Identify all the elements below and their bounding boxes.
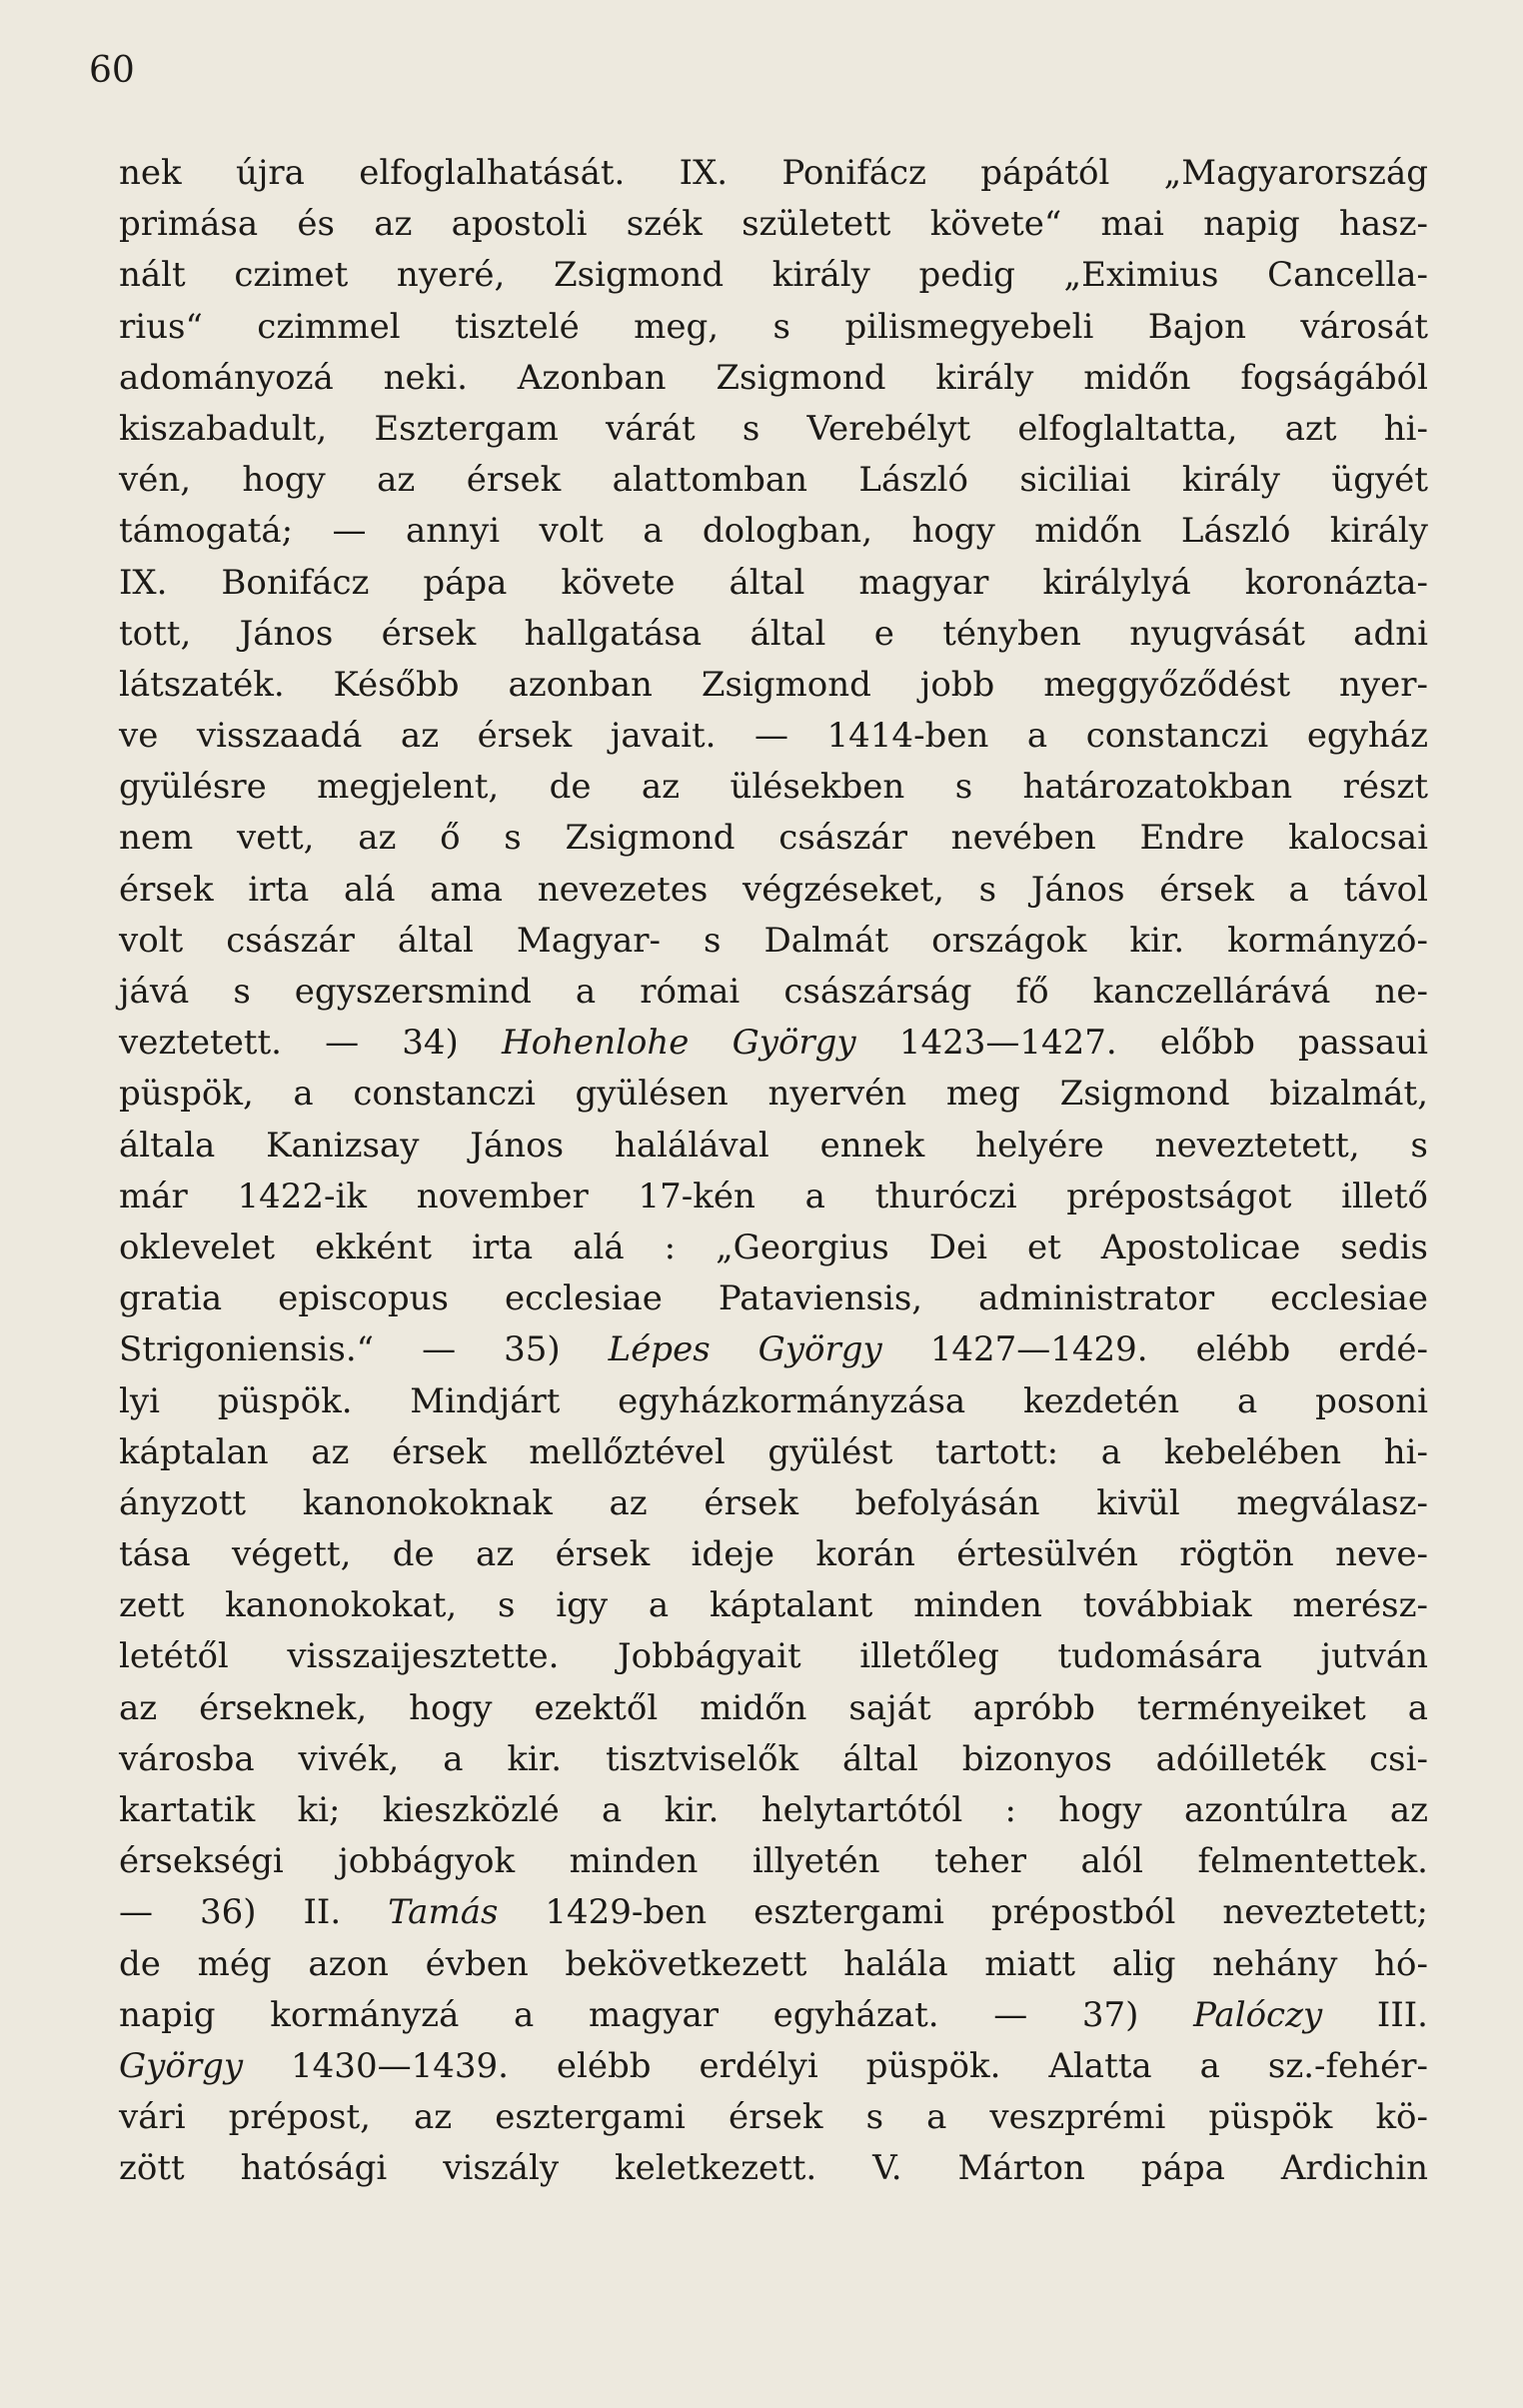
text-line xyxy=(119,711,1428,762)
text-line xyxy=(119,1580,1428,1631)
text-line xyxy=(119,967,1428,1018)
text-segment: vári prépost, az esztergami érsek s a veszprémi püspök kö- xyxy=(119,2097,1428,2138)
text-line xyxy=(119,1990,1428,2041)
text-line xyxy=(119,1478,1428,1529)
text-line xyxy=(119,1631,1428,1682)
text-line xyxy=(119,302,1428,353)
text-segment: nek újra elfoglalhatását. IX. Ponifácz pápától „Magyarország xyxy=(119,153,1428,193)
text-segment: zött hatósági viszály keletkezett. V. Márton pápa Ardichin xyxy=(119,2148,1428,2189)
text-segment: ányzott kanonokoknak az érsek befolyásán kivül megválasz- xyxy=(119,1482,1428,1523)
text-line xyxy=(119,813,1428,864)
text-line xyxy=(119,609,1428,660)
text-line xyxy=(119,2092,1428,2143)
text-segment: volt császár által Magyar- s Dalmát országok kir. kormányzó- xyxy=(119,920,1428,961)
person-name: Hohenlohe György xyxy=(502,1023,856,1064)
text-line xyxy=(119,2143,1428,2194)
text-segment: tása végett, de az érsek ideje korán értesülvén rögtön neve- xyxy=(119,1534,1428,1575)
text-segment: jává s egyszersmind a római császárság fő kanczellárává ne- xyxy=(119,972,1428,1012)
text-line xyxy=(119,916,1428,967)
text-line xyxy=(119,558,1428,609)
text-segment: támogatá; — annyi volt a dologban, hogy midőn László király xyxy=(119,511,1428,552)
text-segment: letétől visszaijesztette. Jobbágyait illetőleg tudomására jutván xyxy=(119,1636,1428,1677)
text-line xyxy=(119,1376,1428,1427)
text-segment: vén, hogy az érsek alattomban László siciliai király ügyét xyxy=(119,460,1428,501)
text-segment: adományozá neki. Azonban Zsigmond király midőn fogságából xyxy=(119,357,1428,398)
text-line xyxy=(119,1427,1428,1478)
text-segment: zett kanonokokat, s igy a káptalant minden továbbiak merész- xyxy=(119,1585,1428,1626)
text-segment: primása és az apostoli szék született követe“ mai napig hasz- xyxy=(119,204,1428,245)
text-segment: napig kormányzá a magyar egyházat. — 37) xyxy=(119,1994,1194,2035)
text-line xyxy=(119,1222,1428,1273)
text-segment: nem vett, az ő s Zsigmond császár nevében Endre kalocsai xyxy=(119,818,1428,859)
text-line xyxy=(119,199,1428,250)
text-line xyxy=(119,865,1428,916)
text-line xyxy=(119,404,1428,455)
body-text xyxy=(119,148,1428,2195)
text-line xyxy=(119,353,1428,404)
text-segment: 1429-ben esztergami prépostból neveztetett; xyxy=(498,1892,1429,1933)
text-line xyxy=(119,1683,1428,1734)
text-line xyxy=(119,1273,1428,1324)
text-line xyxy=(119,1887,1428,1938)
text-segment: 1423—1427. előbb passaui xyxy=(855,1023,1428,1064)
text-segment: IX. Bonifácz pápa követe által magyar királylyá koronázta- xyxy=(119,562,1428,603)
text-segment: ve visszaadá az érsek javait. — 1414-ben a constanczi egyház xyxy=(119,716,1428,757)
text-line xyxy=(119,762,1428,813)
text-line xyxy=(119,250,1428,301)
person-name: Palóczy xyxy=(1193,1994,1323,2035)
text-line xyxy=(119,1939,1428,1990)
text-segment: püspök, a constanczi gyülésen nyervén meg Zsigmond bizalmát, xyxy=(119,1074,1428,1115)
text-segment: tott, János érsek hallgatása által e tényben nyugvását adni xyxy=(119,613,1428,654)
text-segment: kiszabadult, Esztergam várát s Verebélyt elfoglaltatta, azt hi- xyxy=(119,408,1428,449)
text-segment: az érseknek, hogy ezektől midőn saját apróbb terményeiket a xyxy=(119,1687,1428,1728)
text-line xyxy=(119,1529,1428,1580)
text-line xyxy=(119,148,1428,199)
text-segment: 1427—1429. elébb erdé- xyxy=(881,1329,1428,1370)
person-name: Tamás xyxy=(388,1892,499,1933)
text-segment: oklevelet ekként irta alá : „Georgius Dei et Apostolicae sedis xyxy=(119,1226,1428,1267)
text-segment: érsek irta alá ama nevezetes végzéseket, s János érsek a távol xyxy=(119,869,1428,910)
person-name: György xyxy=(119,2045,244,2086)
text-segment: káptalan az érsek mellőztével gyülést tartott: a kebelében hi- xyxy=(119,1431,1428,1472)
page-number: 60 xyxy=(89,50,135,91)
text-line xyxy=(119,506,1428,557)
text-segment: érsekségi jobbágyok minden illyetén teher alól felmentettek. xyxy=(119,1841,1428,1882)
text-segment: lyi püspök. Mindjárt egyházkormányzása kezdetén a posoni xyxy=(119,1380,1428,1421)
text-line xyxy=(119,1324,1428,1375)
text-segment: általa Kanizsay János halálával ennek helyére neveztetett, s xyxy=(119,1125,1428,1166)
person-name: Lépes György xyxy=(608,1329,882,1370)
text-segment: rius“ czimmel tisztelé meg, s pilismegyebeli Bajon városát xyxy=(119,306,1428,347)
text-line xyxy=(119,1734,1428,1785)
text-line xyxy=(119,1069,1428,1120)
text-line xyxy=(119,660,1428,711)
text-segment: látszaték. Később azonban Zsigmond jobb meggyőződést nyer- xyxy=(119,664,1428,705)
text-line xyxy=(119,1836,1428,1887)
text-segment: nált czimet nyeré, Zsigmond király pedig „Eximius Cancella- xyxy=(119,255,1428,296)
text-line xyxy=(119,1121,1428,1172)
text-segment: már 1422-ik november 17-kén a thuróczi prépostságot illető xyxy=(119,1176,1428,1216)
text-line xyxy=(119,455,1428,506)
text-segment: III. xyxy=(1322,1994,1428,2035)
text-line xyxy=(119,2041,1428,2092)
text-segment: városba vivék, a kir. tisztviselők által bizonyos adóilleték csi- xyxy=(119,1738,1428,1779)
text-segment: — 36) II. xyxy=(119,1892,389,1933)
text-line xyxy=(119,1785,1428,1836)
text-segment: kartatik ki; kieszközlé a kir. helytartótól : hogy azontúlra az xyxy=(119,1790,1428,1830)
text-segment: gyülésre megjelent, de az ülésekben s határozatokban részt xyxy=(119,767,1428,808)
text-segment: veztetett. — 34) xyxy=(119,1023,502,1064)
text-segment: 1430—1439. elébb erdélyi püspök. Alatta a sz.-fehér- xyxy=(243,2045,1428,2086)
text-line xyxy=(119,1172,1428,1222)
text-segment: de még azon évben bekövetkezett halála miatt alig nehány hó- xyxy=(119,1943,1428,1984)
text-segment: gratia episcopus ecclesiae Pataviensis, administrator ecclesiae xyxy=(119,1278,1428,1319)
text-segment: Strigoniensis.“ — 35) xyxy=(119,1329,609,1370)
text-line xyxy=(119,1018,1428,1069)
